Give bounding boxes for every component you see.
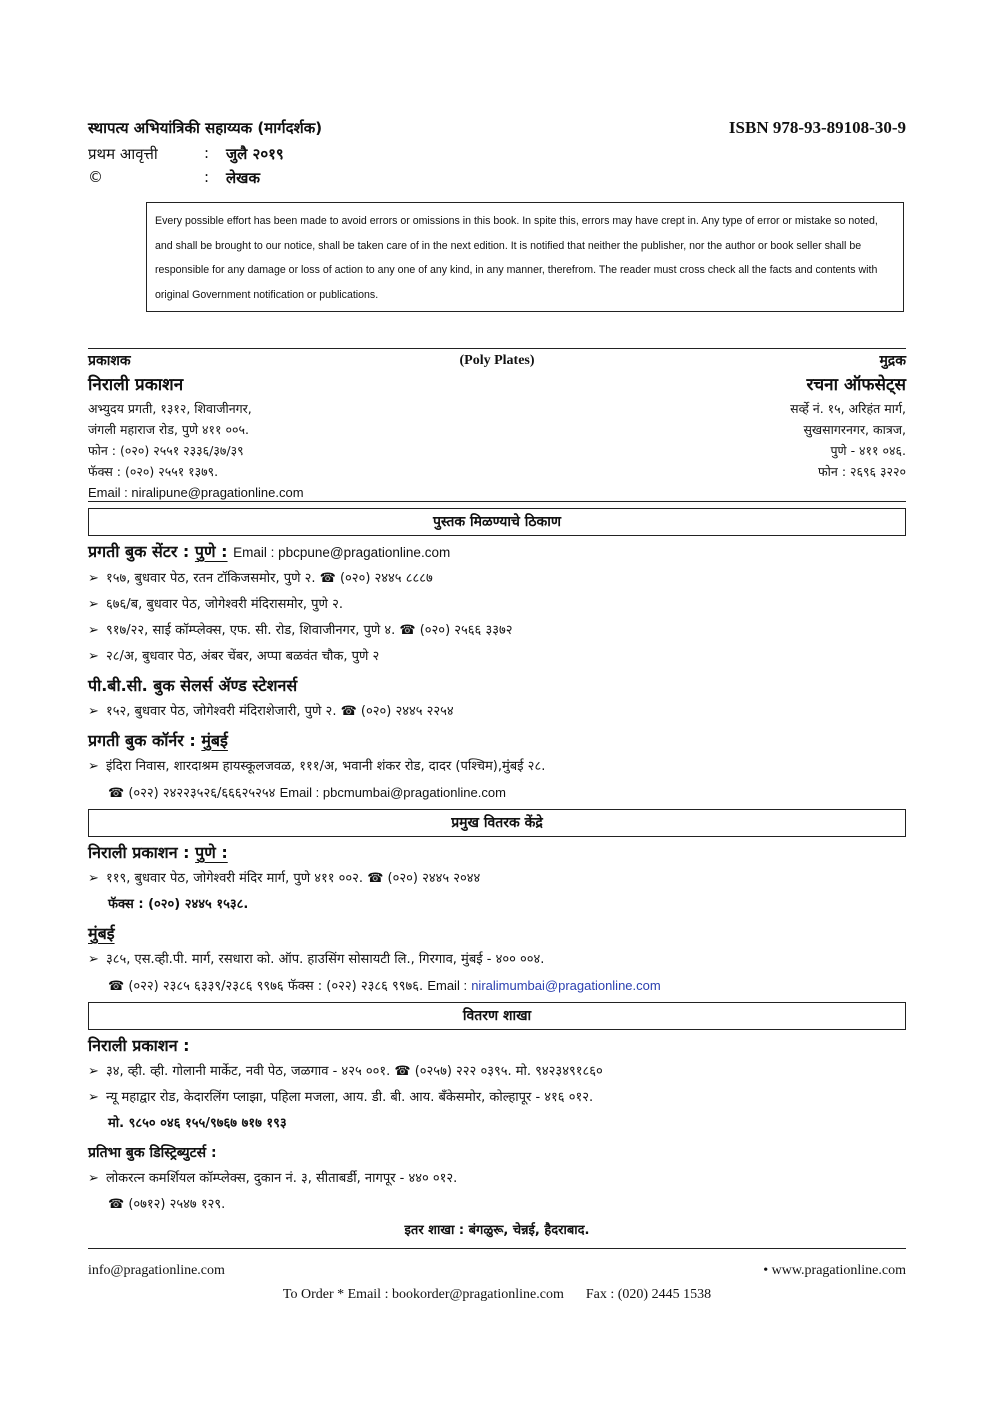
edition-sep: : [204, 144, 210, 162]
mumbai-email-label: Email : [427, 978, 468, 993]
nirali-pune-heading [88, 840, 906, 866]
list-item: ➢ ६७६/ब, बुधवार पेठ, जोगेश्वरी मंदिरासमोर, पुणे २. [88, 597, 343, 612]
list-item: ➢ ३४, व्ही. व्ही. गोलानी मार्केट, नवी पेठ, जळगाव - ४२५ ००१. ☎ (०२५७) २२२ ०३९५. मो. ९४२३४९१८६० [88, 1064, 603, 1079]
copyright-page [88, 118, 906, 1303]
other-branches: इतर शाखा : बंगळुरू, चेन्नई, हैदराबाद. [404, 1223, 590, 1238]
nagpur-phone: ☎ (०७१२) २५४७ १२९. [108, 1197, 226, 1212]
printer-address-3: पुणे - ४११ ०४६. [830, 443, 906, 458]
publisher-name: निराली प्रकाशन [88, 375, 184, 395]
corner-contact [88, 780, 906, 807]
corner-title: प्रगती बुक कॉर्नर : [88, 731, 196, 750]
order-row [88, 1287, 906, 1303]
plates-label: (Poly Plates) [459, 353, 535, 368]
printer-name: रचना ऑफसेट्स [806, 375, 906, 395]
list-item: ➢ १५२, बुधवार पेठ, जोगेश्वरी मंदिराशेजारी, पुणे २. ☎ (०२०) २४४५ २२५४ [88, 704, 454, 719]
printer-info [790, 351, 906, 482]
kolhapur-mobile: मो. ९८५० ०४६ १५५/९७६७ ७१७ १९३ [108, 1116, 287, 1131]
printer-address-1: सर्व्हे नं. १५, अरिहंत मार्ग, [790, 401, 906, 416]
copyright-symbol: © [88, 168, 103, 186]
corner-email: Email : pbcmumbai@pragationline.com [279, 785, 506, 800]
copyright-row [88, 168, 906, 192]
publisher-email: Email : niralipune@pragationline.com [88, 485, 304, 500]
copyright-sep: : [204, 168, 210, 186]
publisher-printer-block [88, 349, 906, 501]
branch-heading: वितरण शाखा [88, 1002, 906, 1030]
list-item: ➢ ९१७/२२, साई कॉम्प्लेक्स, एफ. सी. रोड, शिवाजीनगर, पुणे ४. ☎ (०२०) २५६६ ३३७२ [88, 623, 513, 638]
corner-heading [88, 728, 906, 754]
pbc-pune-email: Email : pbcpune@pragationline.com [233, 545, 451, 560]
branch-title: निराली प्रकाशन : [88, 1036, 190, 1055]
footer-email[interactable]: info@pragationline.com [88, 1263, 225, 1278]
nirali-pune-fax: फॅक्स : (०२०) २४४५ १५३८. [108, 897, 249, 912]
corner-city: मुंबई [201, 731, 228, 750]
pbc-pune-city: पुणे : [194, 542, 228, 561]
order-fax: Fax : (020) 2445 1538 [585, 1287, 712, 1302]
copyright-value: लेखक [226, 169, 260, 187]
list-item: ➢ २८/अ, बुधवार पेठ, अंबर चेंबर, अप्पा बळवंत चौक, पुणे २ [88, 649, 380, 664]
isbn: ISBN 978-93-89108-30-9 [728, 118, 906, 137]
title-row [88, 118, 906, 144]
publisher-address-2: जंगली महाराज रोड, पुणे ४११ ००५. [88, 422, 249, 437]
printer-address-2: सुखसागरनगर, कात्रज, [803, 422, 906, 437]
footer-contacts [88, 1257, 906, 1285]
disclaimer-box: Every possible effort has been made to avoid errors or omissions in this book. In spite this, errors may have crept in. Any type of error or mistake so noted, and shall be brought to our notice, shall be taken care of in the next edition. It is notified that neither the publisher, nor the author or book seller shall be responsible for any damage or loss of action to any one of any kind, in any manner, therefrom. The reader must cross check all the facts and contents with original Government notification or publications. [146, 202, 904, 312]
publisher-address-1: अभ्युदय प्रगती, १३१२, शिवाजीनगर, [88, 401, 252, 416]
book-title: स्थापत्य अभियांत्रिकी सहाय्यक (मार्गदर्शक) [88, 119, 323, 137]
divider-bottom [88, 1248, 906, 1249]
pratibha-heading: प्रतिभा बुक डिस्ट्रिब्युटर्स : [88, 1145, 217, 1161]
list-item: ➢ इंदिरा निवास, शारदाश्रम हायस्कूलजवळ, १११/अ, भवानी शंकर रोड, दादर (पश्चिम),मुंबई २८. [88, 759, 546, 774]
mumbai-email-link[interactable]: niralimumbai@pragationline.com [471, 978, 661, 993]
footer-website[interactable]: • www.pragationline.com [763, 1263, 906, 1278]
distribution-heading: प्रमुख वितरक केंद्रे [88, 809, 906, 837]
printer-phone: फोन : २६९६ ३२२० [818, 464, 906, 479]
nirali-pune-title: निराली प्रकाशन : [88, 843, 190, 862]
publisher-info [88, 351, 304, 503]
order-email: To Order * Email : bookorder@pragationline.com [282, 1287, 564, 1302]
nirali-pune-city: पुणे : [195, 843, 228, 862]
list-item: ➢ लोकरत्न कमर्शियल कॉम्प्लेक्स, दुकान नं. ३, सीताबर्डी, नागपूर - ४४० ०१२. [88, 1171, 458, 1186]
printer-role: मुद्रक [879, 353, 906, 369]
list-item: ➢ ३८५, एस.व्ही.पी. मार्ग, रसधारा को. ऑप. हाउसिंग सोसायटी लि., गिरगाव, मुंबई - ४०० ००४. [88, 952, 545, 967]
publisher-fax: फॅक्स : (०२०) २५५१ १३७९. [88, 464, 219, 479]
mumbai-phone: ☎ (०२२) २३८५ ६३३९/२३८६ ९९७६ फॅक्स : (०२२) २३८६ ९९७६. [108, 979, 424, 994]
pbc-sellers-heading: पी.बी.सी. बुक सेलर्स ॲण्ड स्टेशनर्स [88, 676, 298, 695]
mumbai-heading: मुंबई [88, 924, 115, 943]
pbc-pune-heading [88, 539, 906, 566]
publisher-role: प्रकाशक [88, 353, 131, 369]
edition-label: प्रथम आवृत्ती [88, 145, 158, 163]
edition-row [88, 144, 906, 168]
corner-phone: ☎ (०२२) २४२२३५२६/६६६२५२५४ [108, 786, 276, 801]
list-item: ➢ १५७, बुधवार पेठ, रतन टॉकिजसमोर, पुणे २. ☎ (०२०) २४४५ ८८८७ [88, 571, 433, 586]
availability-heading: पुस्तक मिळण्याचे ठिकाण [88, 508, 906, 536]
mumbai-contact [88, 973, 906, 1000]
list-item: ➢ ११९, बुधवार पेठ, जोगेश्वरी मंदिर मार्ग, पुणे ४११ ००२. ☎ (०२०) २४४५ २०४४ [88, 871, 481, 886]
list-item: ➢ न्यू महाद्वार रोड, केदारलिंग प्लाझा, पहिला मजला, आय. डी. बी. आय. बँकेसमोर, कोल्हापूर - ४१६ ०१२. [88, 1090, 594, 1105]
publisher-phone: फोन : (०२०) २५५१ २३३६/३७/३९ [88, 443, 244, 458]
edition-value: जुलै २०१९ [226, 145, 284, 163]
pbc-pune-title: प्रगती बुक सेंटर : [88, 542, 190, 561]
